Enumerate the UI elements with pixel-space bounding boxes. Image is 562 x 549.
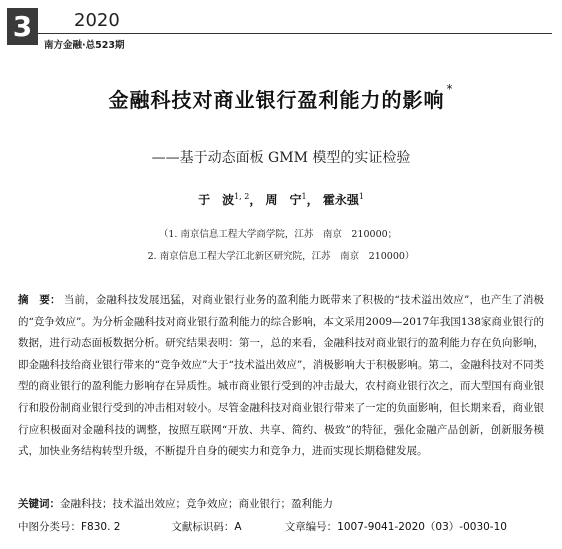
- keywords-text: 金融科技；技术溢出效应；竞争效应；商业银行；盈利能力: [60, 498, 333, 510]
- author-list: 于 波$^{1, 2}$， 周 宁$^1$， 霍永强$^1$: [198, 192, 364, 207]
- classification-line: [18, 519, 544, 534]
- author-affiliation-mark: 1: [358, 192, 364, 201]
- author-affiliation-mark: 1: [301, 192, 307, 201]
- title-footnote-mark: *: [446, 82, 454, 96]
- clc-number: 中图分类号：F830. 2: [18, 521, 121, 533]
- article-number: 文章编号：1007-9041-2020（03）-0030-10: [284, 521, 507, 533]
- author-name: 周 宁: [265, 193, 302, 207]
- affiliation-line: （1. 南京信息工程大学商学院，江苏 南京 210000；: [158, 229, 398, 240]
- page-number-badge: 3: [7, 8, 38, 45]
- abstract: [18, 290, 544, 463]
- abstract-text: 当前，金融科技发展迅猛，对商业银行业务的盈利能力既带来了积极的“技术溢出效应”，也产生了消极的“竞争效应”。为分析金融科技对商业银行盈利能力的综合影响，本文采用2009—2017年我国138家商业银行的数据，进行动态面板数据分析。研究结果表明：第一，总的来看，金融科技对商业银行的盈利能力存在负向影响，即金融科技给商业银行带来的“竞争效应”大于“技术溢出效应”，消极影响大于积极影响。第二，金融科技对不同类型的商业银行的盈利能力影响存在异质性。城市商业银行受到的冲击最大，农村商业银行次之，而大型国有商业银行和股份制商业银行受到的冲击相对较小。尽管金融科技对商业银行带来了一定的负面影响，但长期来看，商业银行应积极面对金融科技的调整，按照互联网“开放、共享、简约、极致”的特征，强化金融产品创新，创新服务模式，加快业务结构转型升级，不断提升自身的硬实力和竞争力，进而实现长期稳健发展。: [18, 294, 545, 458]
- author-name: 于 波: [198, 193, 235, 207]
- document-code: 文献标识码：A: [171, 521, 242, 533]
- keywords-label: 关键词：: [18, 498, 60, 510]
- paper-subtitle: ——基于动态面板 GMM 模型的实证检验: [151, 150, 411, 166]
- paper-title-text: 金融科技对商业银行盈利能力的影响: [108, 88, 445, 112]
- author-name: 霍永强: [322, 193, 359, 207]
- paper-title: [0, 84, 562, 113]
- issue-year: 2020: [74, 10, 120, 31]
- affiliation-line: 2. 南京信息工程大学江北新区研究院，江苏 南京 210000）: [147, 251, 415, 262]
- keywords: [18, 496, 333, 511]
- author-affiliation-mark: 1, 2: [234, 192, 250, 201]
- header-divider: [38, 33, 552, 34]
- journal-name: 南方金融·总523期: [44, 40, 125, 51]
- abstract-label: 摘 要：: [18, 294, 61, 306]
